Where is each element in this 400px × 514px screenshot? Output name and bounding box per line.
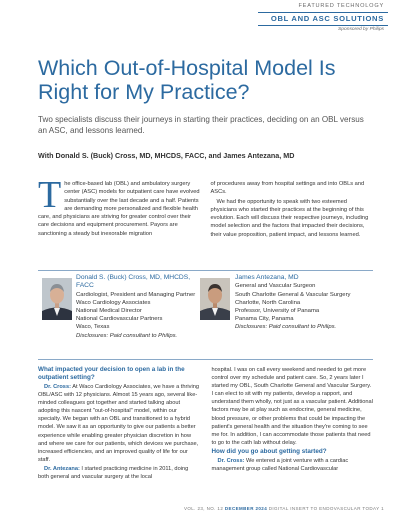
answer-antezana-continued: hospital. I was on call every weekend and needed to get more control over my schedule and patient care. So, 2 years later I started my OBL, South Charlotte General and Vascular Surgery. I can elect to sit with my patients, develop a rapport, and understand them wholly, not just as a vascular patient. Additional factors may be at play such as endocrine, general medicine, blood pressure, or other problems that could be impacting the patient's general health and the situation they're coming to see me for. In addition, I can accommodate those patients that need to go to the cath lab without delay. xyxy=(211,367,373,446)
antezana-location: Charlotte, North Carolina xyxy=(235,299,301,306)
article-subtitle: Two specialists discuss their journeys in starting their practices, deciding on an OBL versus an ASC, and lessons learned. xyxy=(38,115,364,136)
body-column-1 xyxy=(38,366,200,482)
intro-column-1 xyxy=(38,174,201,240)
header-rule xyxy=(258,12,388,13)
antezana-location-2: Panama City, Panama xyxy=(235,316,294,323)
cross-role: National Medical Director xyxy=(76,308,142,314)
page-footer: VOL. 23, NO. 12 DECEMBER 2024 DIGITAL INSERT TO ENDOVASCULAR TODAY 1 xyxy=(183,506,384,511)
cross-title: Cardiologist, President and Managing Partner xyxy=(76,291,196,298)
drop-cap: T xyxy=(38,174,62,216)
antezana-title: General and Vascular Surgeon xyxy=(235,283,316,290)
antezana-practice: South Charlotte General & Vascular Surgery xyxy=(235,291,351,298)
speaker-antezana: Dr. Antezana: xyxy=(44,465,80,472)
speaker-cross-2: Dr. Cross: xyxy=(217,457,245,464)
question-2: How did you go about getting started? xyxy=(211,447,327,455)
article-body xyxy=(38,366,373,482)
article-title: Which Out-of-Hospital Model Is Right for My Practice? xyxy=(38,56,336,104)
cross-organization: National Cardiovascular Partners xyxy=(76,316,163,323)
bio-divider-top xyxy=(38,270,373,271)
intro-section xyxy=(38,174,373,240)
antezana-name: James Antezana, MD xyxy=(235,274,299,281)
answer-cross-1: Dr. Cross: At Waco Cardiology Associates, we have a thriving OBL/ASC with 12 physicians. Almost 15 years ago, several like-minded colleagues got together and started talking about adopting this nascent "out-of-hospital" model, within our specialty. We began with an OBL and transitioned to a hybrid model. We saw it as an opportunity to give our patients a better experience while enabling greater physician discretion in how and where we care for our patients, which devices we purchase, increased efficiencies, and an improved quality of life for our staff. xyxy=(38,384,199,463)
intro-paragraph-3: We had the opportunity to speak with two esteemed physicians who started their practices at the beginning of this evolution. Each will discuss their respective journeys, including model selection and the factors that impacted their decisions, their value proposition, patient impact, and lessons learned. xyxy=(210,198,369,238)
answer-antezana-1: Dr. Antezana: I started practicing medicine in 2011, doing both general and vascular surgery at the local xyxy=(38,465,189,481)
body-column-2 xyxy=(212,366,374,482)
featured-technology-tag: FEATURED TECHNOLOGY xyxy=(298,3,384,9)
bio-divider-bottom xyxy=(38,359,373,360)
answer-cross-2: Dr. Cross: We entered a joint venture with a cardiac management group called National Cardiovascular xyxy=(211,457,349,473)
cross-location: Waco, Texas xyxy=(76,324,110,331)
cross-bio xyxy=(76,274,196,340)
cross-name: Donald S. (Buck) Cross, MD, MHCDS, FACC xyxy=(76,274,191,290)
cross-practice: Waco Cardiology Associates xyxy=(76,299,151,306)
intro-paragraph-2: of procedures away from hospital settings and into OBLs and ASCs. xyxy=(210,181,365,196)
cross-disclosure: Disclosures: Paid consultant to Philips. xyxy=(76,332,178,339)
sponsor-note: Sponsored by Philips xyxy=(338,27,384,32)
antezana-role: Professor, University of Panama xyxy=(235,307,320,314)
speaker-cross: Dr. Cross: xyxy=(44,384,71,390)
intro-column-2 xyxy=(211,180,374,240)
intro-paragraph-1: he office-based lab (OBL) and ambulatory surgery center (ASC) models for outpatient care have evolved substantially over the last decade and a half. Patients are demanding more personalized and flexible health care, and physicians are striving for greater control over their care decisions and equipment procurement. Payors are sanctioning a steady but inexorable migration xyxy=(38,181,200,237)
antezana-portrait-photo xyxy=(200,278,230,320)
question-1: What impacted your decision to open a lab in the outpatient setting? xyxy=(38,366,185,381)
byline: With Donald S. (Buck) Cross, MD, MHCDS, FACC, and James Antezana, MD xyxy=(38,151,295,160)
antezana-disclosure: Disclosures: Paid consultant to Philips. xyxy=(235,324,337,331)
section-title: OBL AND ASC SOLUTIONS xyxy=(270,14,384,23)
header-rule-lower xyxy=(258,25,388,26)
antezana-bio xyxy=(235,274,375,332)
cross-portrait-photo xyxy=(42,278,72,320)
